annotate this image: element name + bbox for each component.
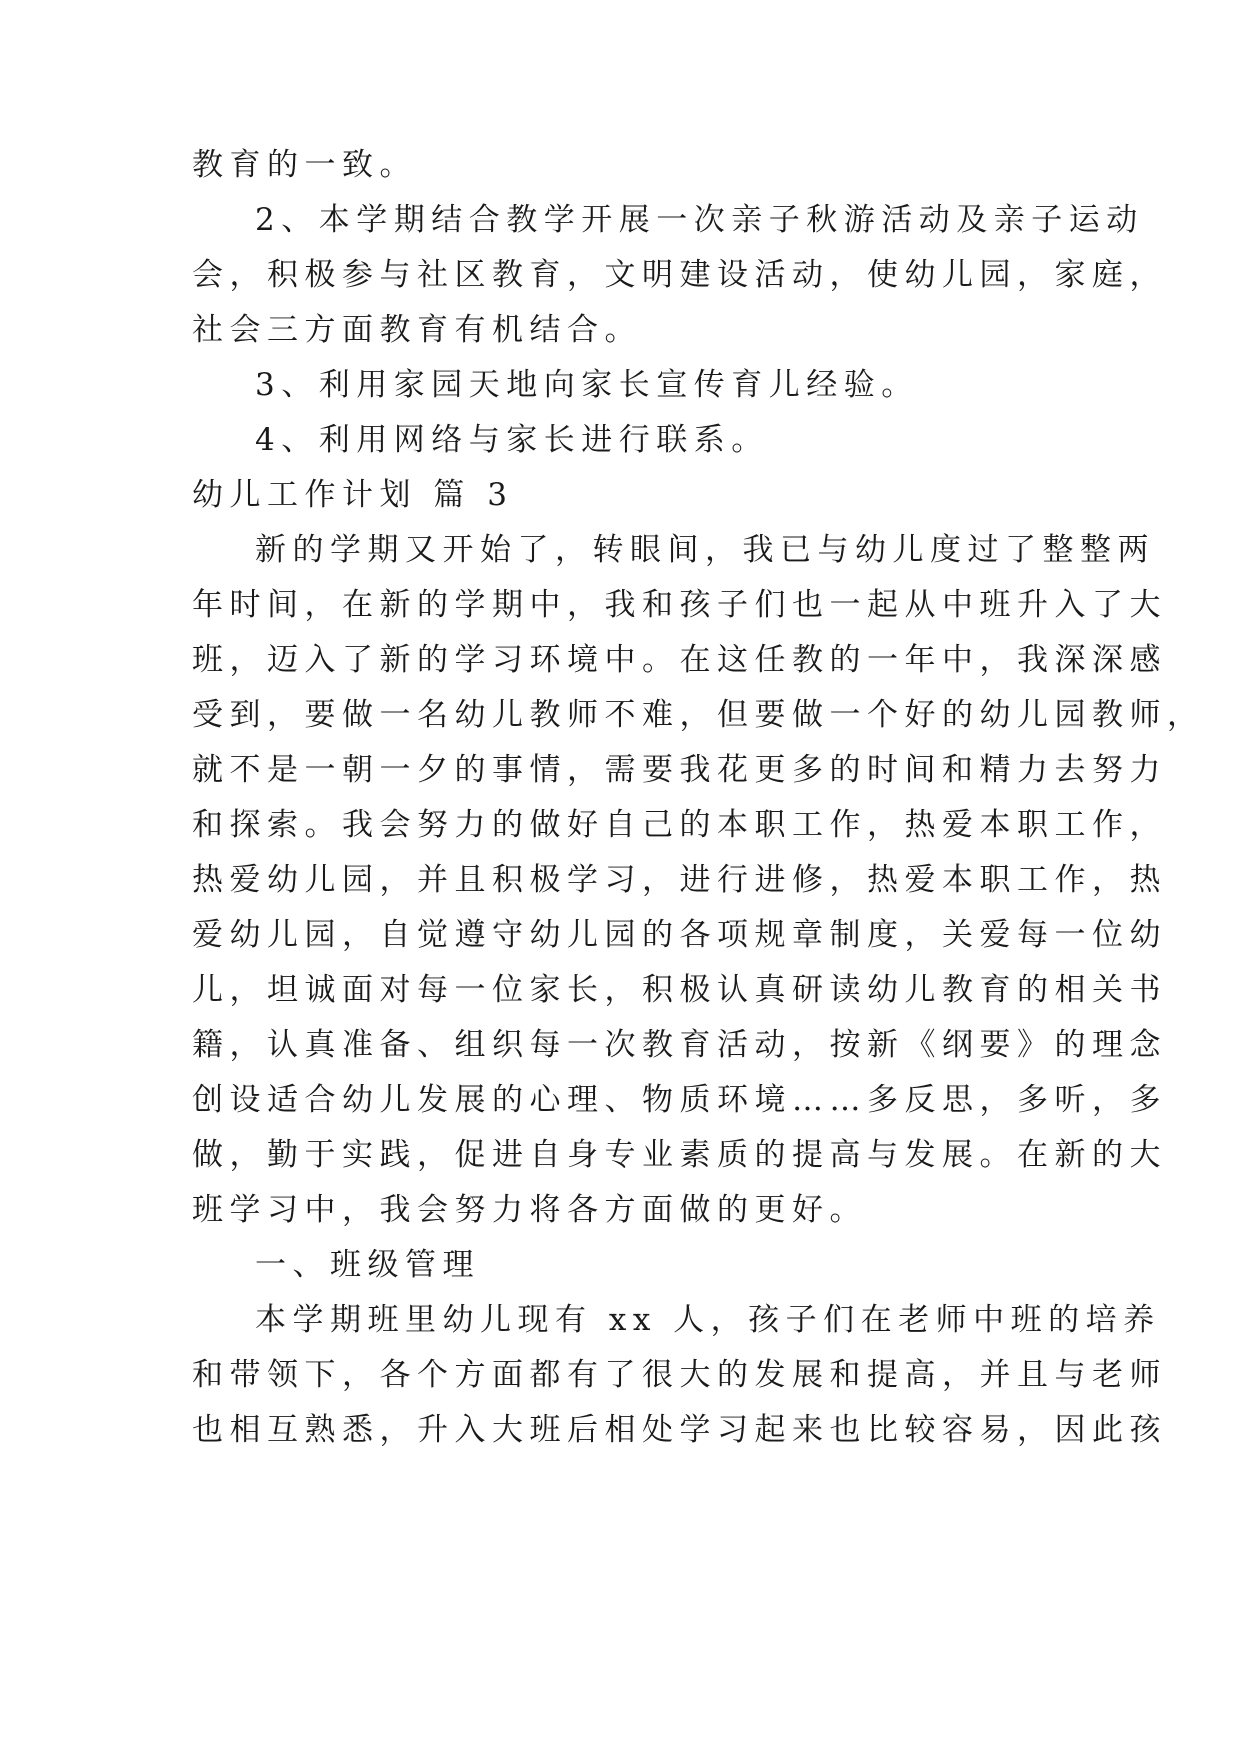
list-item-3: 3、利用家园天地向家长宣传育儿经验。 bbox=[255, 367, 919, 403]
paragraph-start: 新的学期又开始了，转眼间，我已与幼儿度过了整整两 bbox=[255, 532, 1155, 568]
text-line: 热爱幼儿园，并且积极学习，进行进修，热爱本职工作，热 bbox=[192, 862, 1167, 898]
text-line: 做，勤于实践，促进自身专业素质的提高与发展。在新的大 bbox=[192, 1137, 1167, 1173]
section-heading: 幼儿工作计划 篇 3 bbox=[192, 477, 514, 513]
text-line: 就不是一朝一夕的事情，需要我花更多的时间和精力去努力 bbox=[192, 752, 1167, 788]
subsection-heading: 一、班级管理 bbox=[255, 1247, 480, 1283]
text-line: 社会三方面教育有机结合。 bbox=[192, 312, 642, 348]
text-line: 创设适合幼儿发展的心理、物质环境……多反思，多听，多 bbox=[192, 1082, 1167, 1118]
text-line: 班学习中，我会努力将各方面做的更好。 bbox=[192, 1192, 867, 1228]
text-line: 受到，要做一名幼儿教师不难，但要做一个好的幼儿园教师， bbox=[192, 697, 1205, 733]
list-item-4: 4、利用网络与家长进行联系。 bbox=[255, 422, 769, 458]
text-line: 籍，认真准备、组织每一次教育活动，按新《纲要》的理念 bbox=[192, 1027, 1167, 1063]
list-item-2: 2、本学期结合教学开展一次亲子秋游活动及亲子运动 bbox=[255, 202, 1144, 238]
text-line: 儿，坦诚面对每一位家长，积极认真研读幼儿教育的相关书 bbox=[192, 972, 1167, 1008]
paragraph-start: 本学期班里幼儿现有 xx 人，孩子们在老师中班的培养 bbox=[255, 1302, 1161, 1338]
text-line: 教育的一致。 bbox=[192, 147, 417, 183]
text-line: 和带领下，各个方面都有了很大的发展和提高，并且与老师 bbox=[192, 1357, 1167, 1393]
text-line: 也相互熟悉，升入大班后相处学习起来也比较容易，因此孩 bbox=[192, 1412, 1167, 1448]
text-line: 爱幼儿园，自觉遵守幼儿园的各项规章制度，关爱每一位幼 bbox=[192, 917, 1167, 953]
text-line: 会，积极参与社区教育，文明建设活动，使幼儿园，家庭， bbox=[192, 257, 1167, 293]
text-line: 班，迈入了新的学习环境中。在这任教的一年中，我深深感 bbox=[192, 642, 1167, 678]
text-line: 年时间，在新的学期中，我和孩子们也一起从中班升入了大 bbox=[192, 587, 1167, 623]
text-line: 和探索。我会努力的做好自己的本职工作，热爱本职工作， bbox=[192, 807, 1167, 843]
